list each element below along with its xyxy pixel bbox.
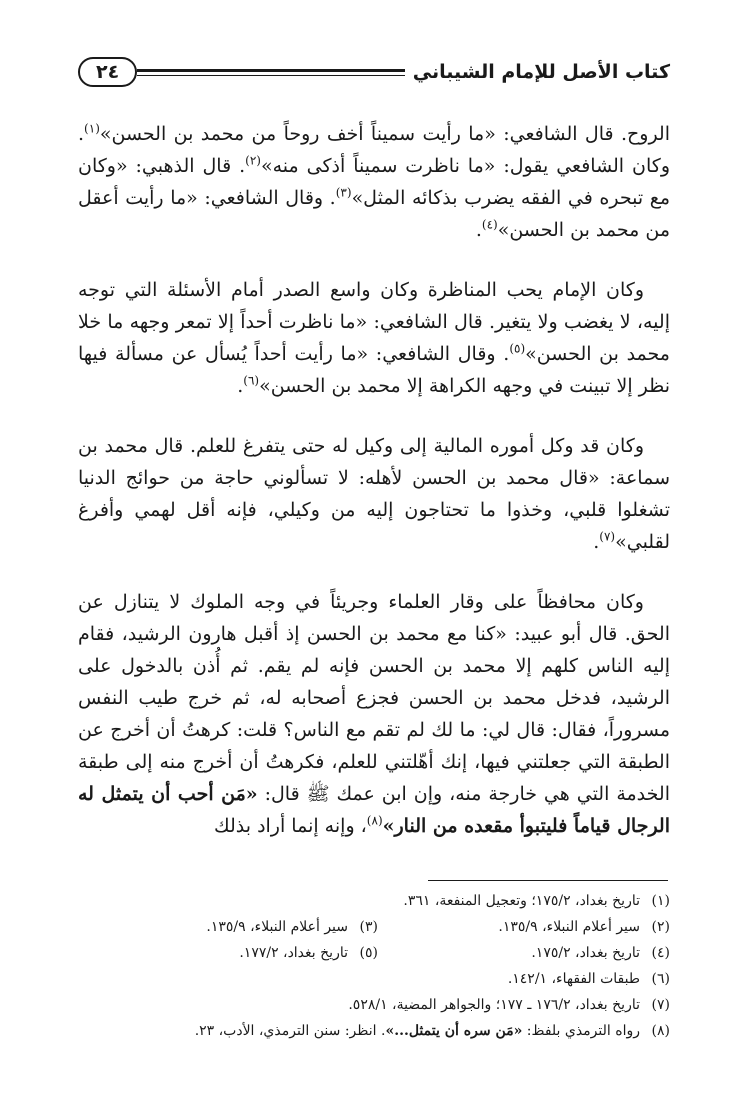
footnote-ref: (٣): [335, 185, 352, 200]
footnote-ref: (١): [84, 121, 100, 136]
footnote-ref: (٤): [481, 217, 498, 232]
book-title: كتاب الأصل للإمام الشيباني: [412, 61, 670, 83]
header-rule: [137, 69, 405, 76]
page-number: ٢٤: [78, 57, 137, 87]
hadith-quote: «مَن أحب أن يتمثل له الرجال قياماً فليتبوأ مقعده من النار»: [78, 783, 670, 837]
footnote-ref: (٥): [509, 341, 526, 356]
footnote-item: (٤) تاريخ بغداد، ١٧٥/٢.: [531, 945, 670, 961]
footnote-item: (١) تاريخ بغداد، ١٧٥/٢؛ وتعجيل المنفعة، ٣٦١.: [403, 893, 670, 909]
paragraph-2: وكان الإمام يحب المناظرة وكان واسع الصدر أمام الأسئلة التي توجه إليه، لا يغضب ولا يتغير. قال الشافعي: «ما ناظرت أحداً إلا تمعر وجهه ما خلا محمد بن الحسن»$^{(٥)}$. وقال الشافعي: «ما رأيت أحداً يُسأل عن مسألة فيها نظر إلا تبينت في وجهه الكراهة إلا محمد بن الحسن»$^{(٦)}$.: [78, 279, 670, 397]
footnotes: [78, 888, 670, 1044]
footnote-item: (٧) تاريخ بغداد، ١٧٦/٢ ـ ١٧٧؛ والجواهر المضية، ٥٢٨/١.: [348, 997, 670, 1013]
footnote-ref: (٨): [366, 813, 383, 828]
footnote-separator: [428, 880, 668, 881]
paragraph-4: وكان محافظاً على وقار العلماء وجريئاً في وجه الملوك لا يتنازل عن الحق. قال أبو عبيد: «كنا مع محمد بن الحسن إذ أقبل هارون الرشيد، فقام إليه الناس كلهم إلا محمد بن الحسن فإنه لم يقم. ثم أُذن بالدخول على الرشيد، فدخل محمد بن الحسن فجزع أصحابه له، ثم خرج طيب النفس مسروراً، فقال: قال لي: ما لك لم تقم مع الناس؟ قلت: كرهتُ أن أخرج عن الطبقة التي جعلتني فيها، إنك أهّلتني للعلم، فكرهتُ أن أخرج منه إلى طبقة الخدمة التي هي خارجة منه، وإن ابن عمك ﷺ قال: «مَن أحب أن يتمثل له الرجال قياماً فليتبوأ مقعده من النار»$^{(٨)}$، وإنه إنما أراد بذلك: [78, 591, 670, 837]
footnote-ref: (٧): [599, 529, 616, 544]
footnote-ref: (٢): [245, 153, 261, 168]
footnote-item: (٣) سير أعلام النبلاء، ١٣٥/٩.: [206, 919, 378, 935]
main-text: [78, 118, 670, 870]
footnote-item: (٦) طبقات الفقهاء، ١٤٢/١.: [507, 971, 670, 987]
footnote-ref: (٦): [243, 373, 260, 388]
page-header: [78, 52, 670, 92]
paragraph-3: وكان قد وكل أموره المالية إلى وكيل له حتى يتفرغ للعلم. قال محمد بن سماعة: «قال محمد بن الحسن لأهله: لا تسألوني حاجة من حوائج الدنيا تشغلوا قلبي، وخذوا ما تحتاجون إليه من وكيلي، فإنه أقل لهمي وأفرغ لقلبي»$^{(٧)}$.: [78, 435, 670, 553]
footnote-item: (٥) تاريخ بغداد، ١٧٧/٢.: [239, 945, 378, 961]
footnote-row: [78, 940, 670, 966]
footnote-item: (٨) رواه الترمذي بلفظ: «مَن سره أن يتمثل...». انظر: سنن الترمذي، الأدب، ٢٣.: [194, 1023, 670, 1039]
footnote-row: [78, 914, 670, 940]
footnote-item: (٢) سير أعلام النبلاء، ١٣٥/٩.: [498, 919, 670, 935]
paragraph-1: الروح. قال الشافعي: «ما رأيت سميناً أخف روحاً من محمد بن الحسن»$^{(١)}$. وكان الشافعي يقول: «ما ناظرت سميناً أذكى منه»$^{(٢)}$. قال الذهبي: «وكان مع تبحره في الفقه يضرب بذكائه المثل»$^{(٣)}$. وقال الشافعي: «ما رأيت أعقل من محمد بن الحسن»$^{(٤)}$.: [78, 121, 670, 241]
